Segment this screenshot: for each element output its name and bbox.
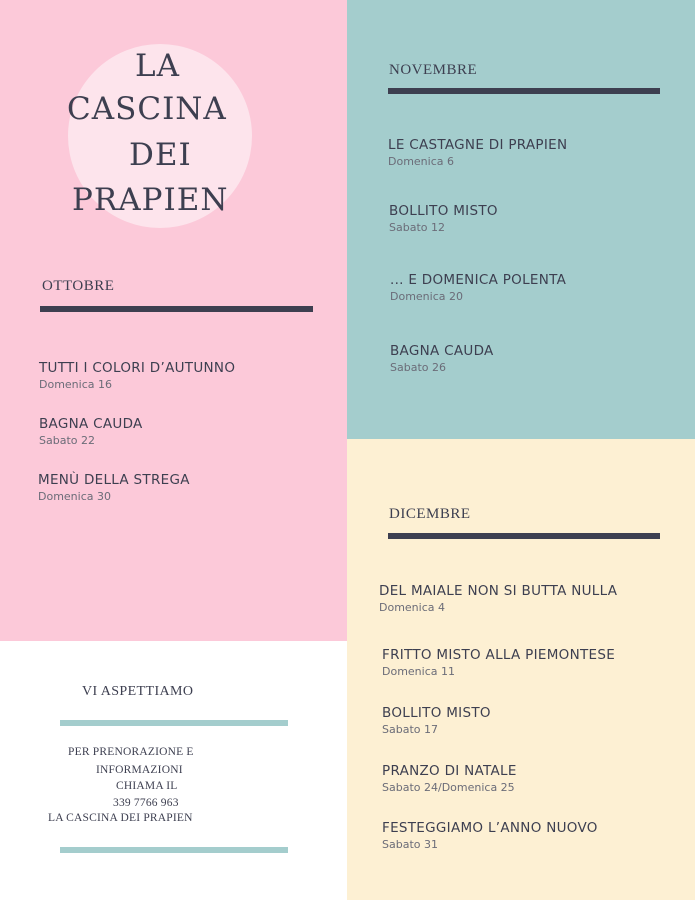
november-event xyxy=(388,136,567,170)
december-event xyxy=(382,762,517,796)
event-date: Sabato 26 xyxy=(390,361,446,374)
event-title: FESTEGGIAMO L’ANNO NUOVO xyxy=(382,820,598,836)
event-date: Domenica 16 xyxy=(39,378,112,391)
contact-heading: VI ASPETTIAMO xyxy=(82,684,194,699)
november-divider xyxy=(388,88,660,94)
november-heading: NOVEMBRE xyxy=(389,62,478,78)
event-date: Domenica 6 xyxy=(388,155,454,168)
event-title: DEL MAIALE NON SI BUTTA NULLA xyxy=(379,583,618,599)
event-date: Domenica 20 xyxy=(390,290,463,303)
logo-line-3: DEI xyxy=(129,137,192,173)
event-title: LE CASTAGNE DI PRAPIEN xyxy=(388,137,568,153)
december-event xyxy=(379,582,617,616)
logo-line-1: LA xyxy=(135,48,180,84)
event-date: Sabato 24/Domenica 25 xyxy=(382,781,515,794)
event-date: Sabato 31 xyxy=(382,838,438,851)
december-heading: DICEMBRE xyxy=(389,506,471,522)
october-heading: OTTOBRE xyxy=(42,278,115,294)
contact-line: LA CASCINA DEI PRAPIEN xyxy=(48,812,193,824)
december-event xyxy=(382,704,491,738)
event-date: Domenica 30 xyxy=(38,490,111,503)
event-title: TUTTI I COLORI D’AUTUNNO xyxy=(39,360,236,376)
october-event xyxy=(39,415,143,449)
contact-line: INFORMAZIONI xyxy=(96,764,183,776)
november-event xyxy=(389,202,498,236)
december-divider xyxy=(388,533,660,539)
october-event xyxy=(38,471,190,505)
logo-line-4: PRAPIEN xyxy=(72,182,229,218)
event-date: Sabato 12 xyxy=(389,221,445,234)
event-date: Sabato 22 xyxy=(39,434,95,447)
event-title: BAGNA CAUDA xyxy=(390,343,494,359)
event-title: BAGNA CAUDA xyxy=(39,416,143,432)
contact-divider-top xyxy=(60,720,288,726)
contact-line: CHIAMA IL xyxy=(116,780,178,792)
november-event xyxy=(390,271,566,305)
phone-number: 339 7766 963 xyxy=(113,797,179,809)
november-event xyxy=(390,342,494,376)
december-event xyxy=(382,819,598,853)
event-date: Domenica 11 xyxy=(382,665,455,678)
event-date: Sabato 17 xyxy=(382,723,438,736)
contact-divider-bottom xyxy=(60,847,288,853)
event-title: PRANZO DI NATALE xyxy=(382,763,517,779)
october-divider xyxy=(40,306,313,312)
event-title: BOLLITO MISTO xyxy=(389,203,498,219)
event-date: Domenica 4 xyxy=(379,601,445,614)
contact-line: PER PRENORAZIONE E xyxy=(68,746,194,758)
event-title: BOLLITO MISTO xyxy=(382,705,491,721)
october-event xyxy=(39,359,235,393)
december-event xyxy=(382,646,615,680)
event-title: ... E DOMENICA POLENTA xyxy=(390,272,567,288)
logo-line-2: CASCINA xyxy=(67,91,227,127)
event-title: MENÙ DELLA STREGA xyxy=(38,472,190,488)
event-title: FRITTO MISTO ALLA PIEMONTESE xyxy=(382,647,616,663)
